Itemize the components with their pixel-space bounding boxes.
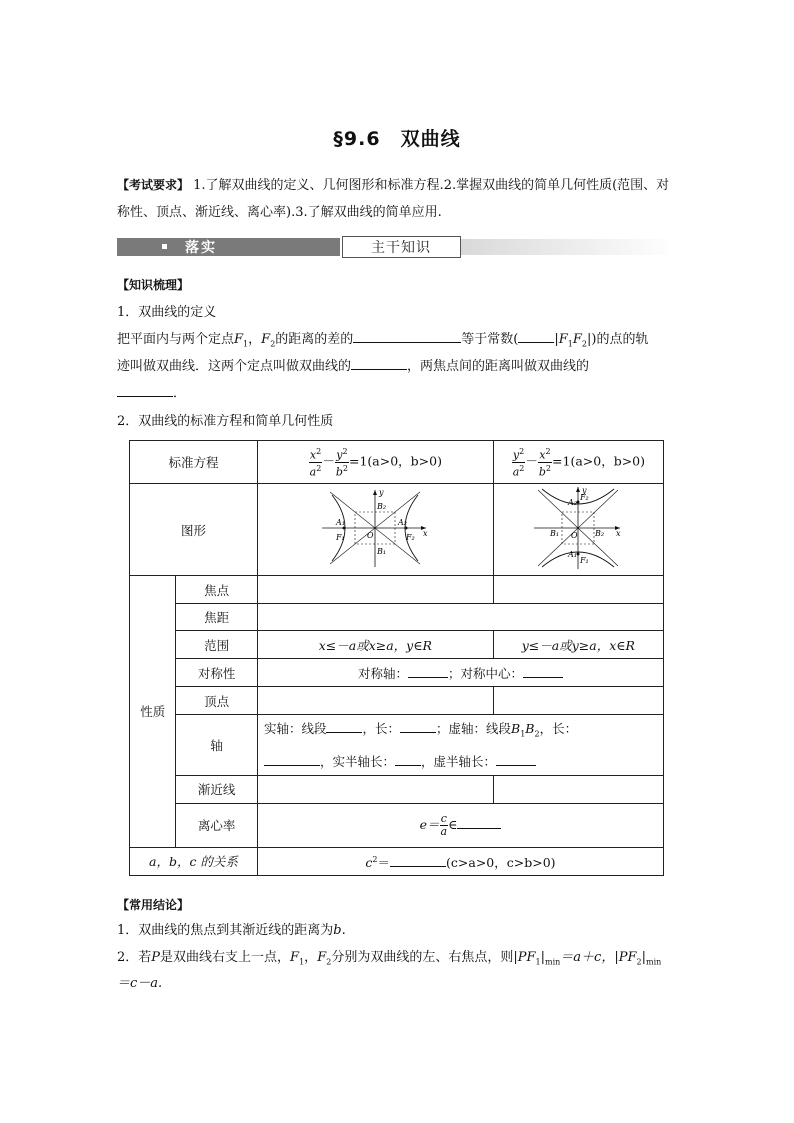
svg-text:y: y [379, 488, 384, 497]
cell-range-h: x≤－a或x≥a，y∈R [257, 631, 493, 659]
hyperbola-vertical-graph [532, 485, 624, 571]
conclusion-1: 1．双曲线的焦点到其渐近线的距离为b. [117, 923, 346, 938]
cell-asymptote-v [493, 775, 663, 803]
svg-text:A₂: A₂ [568, 498, 578, 507]
header-standard-equation: 标准方程 [130, 441, 258, 484]
svg-text:y: y [582, 486, 587, 495]
row-focal-distance: 焦距 [176, 604, 258, 631]
cell-asymptote-h [257, 775, 493, 803]
equation-horizontal: $\frac{x^2}{a^2}$ － $\frac{y^2}{b^2}$ =1(a>0，b>0) [257, 441, 493, 484]
definition-line3: ． [117, 380, 682, 407]
requirements-tag: 【考试要求】 [117, 178, 190, 192]
cell-focus-v [493, 576, 663, 604]
definition-line1: 把平面内与两个定点$F_1$，$F_2$的距离的差的 等于常数( $|F_1F_2|$)的点的轨 [117, 326, 682, 358]
figure-horizontal [257, 484, 493, 576]
conclusions-head: 【常用结论】 [117, 898, 190, 912]
row-eccentricity: 离心率 [176, 803, 258, 847]
row-focus: 焦点 [176, 576, 258, 604]
row-axis: 轴 [176, 715, 258, 776]
equation-vertical: $\frac{y^2}{a^2}$ － $\frac{x^2}{b^2}$ =1(a>0，b>0) [493, 441, 663, 484]
cell-focus-h [257, 576, 493, 604]
definition-line2: 迹叫做双曲线．这两个定点叫做双曲线的 ，两焦点间的距离叫做双曲线的 [117, 353, 682, 380]
hyperbola-horizontal-graph [320, 487, 430, 569]
row-asymptote: 渐近线 [176, 775, 258, 803]
section-banner [117, 236, 677, 258]
row-abc-relation: a，b，c 的关系 [130, 847, 258, 875]
svg-text:x: x [616, 529, 621, 538]
svg-text:B₁: B₁ [377, 547, 387, 556]
banner-bullet-icon [162, 244, 167, 249]
conclusion-2-cont: ＝c－a. [117, 976, 163, 991]
row-symmetry: 对称性 [176, 659, 258, 687]
svg-text:A₂: A₂ [398, 518, 408, 527]
knowledge-head: 【知识梳理】 [117, 278, 190, 292]
cell-eccentricity: e＝ $\frac{c}{a}$ ∈ [257, 803, 663, 847]
cell-symmetry: 对称轴： ；对称中心： [257, 659, 663, 687]
cell-focal-distance [257, 604, 663, 631]
properties-table [129, 440, 664, 876]
svg-text:F₁: F₁ [580, 556, 590, 565]
requirements-text: 1.了解双曲线的定义、几何图形和标准方程.2.掌握双曲线的简单几何性质(范围、对称性、顶点、渐近线、离心率).3.了解双曲线的简单应用. [117, 178, 670, 220]
svg-text:O: O [571, 531, 578, 540]
svg-text:A₁: A₁ [568, 550, 578, 559]
header-figure: 图形 [130, 484, 258, 576]
cell-axis: 实轴：线段 ，长： ；虚轴：线段$B_1B_2$，长： ，实半轴长： ，虚半轴长： [257, 715, 663, 776]
svg-text:F₂: F₂ [580, 493, 590, 502]
svg-text:A₁: A₁ [336, 518, 346, 527]
svg-text:B₂: B₂ [595, 529, 605, 538]
conclusion-2: 2．若P是双曲线右支上一点，$F_1$，$F_2$分别为双曲线的左、右焦点，则$|PF_1|_{min}=a+c$，$|PF_2|_{min}$ [117, 950, 662, 967]
page-title: §9.6 双曲线 [333, 128, 461, 150]
svg-text:F₂: F₂ [406, 533, 416, 542]
definition-title: 1．双曲线的定义 [117, 305, 217, 320]
figure-vertical [493, 484, 663, 576]
svg-text:x: x [423, 529, 428, 538]
svg-text:B₂: B₂ [377, 502, 387, 511]
header-properties: 性质 [130, 576, 176, 848]
banner-right-label: 主干知识 [371, 240, 431, 256]
svg-text:O: O [367, 531, 374, 540]
cell-vertex-h [257, 687, 493, 715]
row-range: 范围 [176, 631, 258, 659]
svg-text:B₁: B₁ [550, 529, 560, 538]
cell-range-v: y≤－a或y≥a，x∈R [493, 631, 663, 659]
properties-title: 2．双曲线的标准方程和简单几何性质 [117, 414, 334, 429]
cell-vertex-v [493, 687, 663, 715]
exam-requirements [117, 172, 682, 226]
row-vertex: 顶点 [176, 687, 258, 715]
svg-text:F₁: F₁ [336, 533, 346, 542]
banner-left-label: 落实 [185, 240, 217, 256]
cell-abc-relation: $c^2= (c>a>0$，c>b>0) [257, 847, 663, 875]
